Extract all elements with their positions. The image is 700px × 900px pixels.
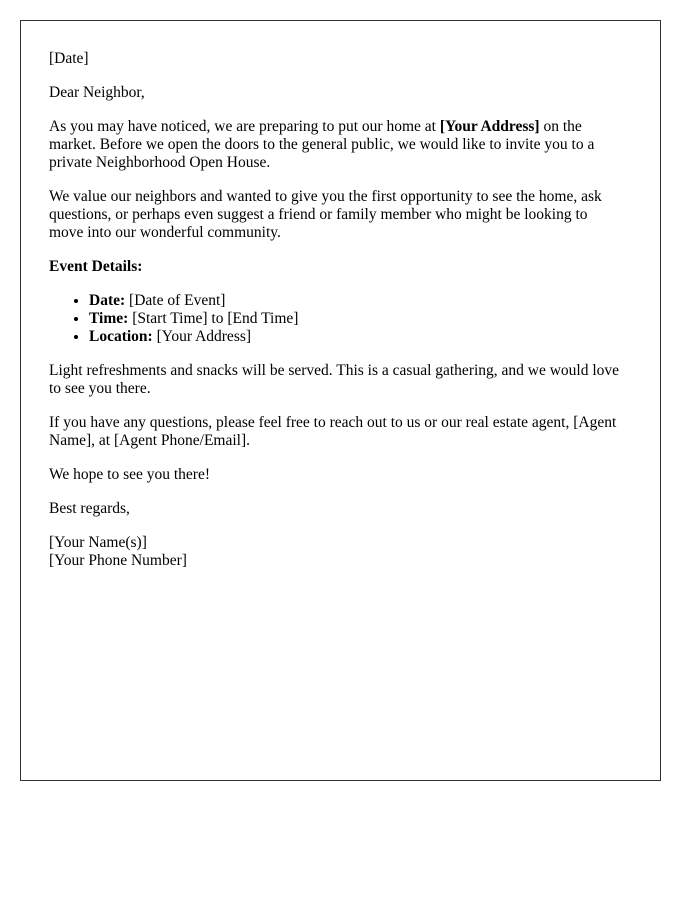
event-detail-label: Date: (89, 292, 126, 309)
value-paragraph: We value our neighbors and wanted to give you the first opportunity to see the home, ask questions, or perhaps even suggest a friend or family member who might be looking to move into our wonderful community. (49, 188, 602, 241)
signature-phone: [Your Phone Number] (49, 552, 187, 569)
event-detail-time (89, 310, 624, 328)
event-detail-value: [Your Address] (152, 328, 252, 345)
event-details-heading: Event Details: (49, 258, 143, 275)
event-detail-location (89, 328, 624, 346)
letter-body (49, 50, 624, 586)
event-detail-value: [Start Time] to [End Time] (128, 310, 299, 327)
signature-name: [Your Name(s)] (49, 534, 147, 551)
event-detail-date (89, 292, 624, 310)
event-detail-label: Location: (89, 328, 153, 345)
signature-block (49, 534, 624, 570)
event-detail-label: Time: (89, 310, 129, 327)
letter-page (20, 20, 661, 781)
letter-date: [Date] (49, 50, 89, 67)
hope-paragraph: We hope to see you there! (49, 466, 211, 483)
salutation: Dear Neighbor, (49, 84, 145, 101)
intro-paragraph (49, 118, 624, 172)
refreshments-paragraph: Light refreshments and snacks will be served. This is a casual gathering, and we would love to see you there. (49, 362, 620, 397)
intro-text-end: on the market. Before we open the doors to the general public, we would like to invite you to a private Neighborhood Open House. (49, 118, 595, 171)
event-detail-value: [Date of Event] (125, 292, 226, 309)
intro-address: [Your Address] (439, 118, 540, 135)
contact-paragraph: If you have any questions, please feel free to reach out to us or our real estate agent, [Agent Name], at [Agent Phone/Email]. (49, 414, 617, 449)
event-details-list (49, 292, 624, 346)
intro-text-start: As you may have noticed, we are preparing to put our home at (49, 118, 440, 135)
closing: Best regards, (49, 500, 130, 517)
